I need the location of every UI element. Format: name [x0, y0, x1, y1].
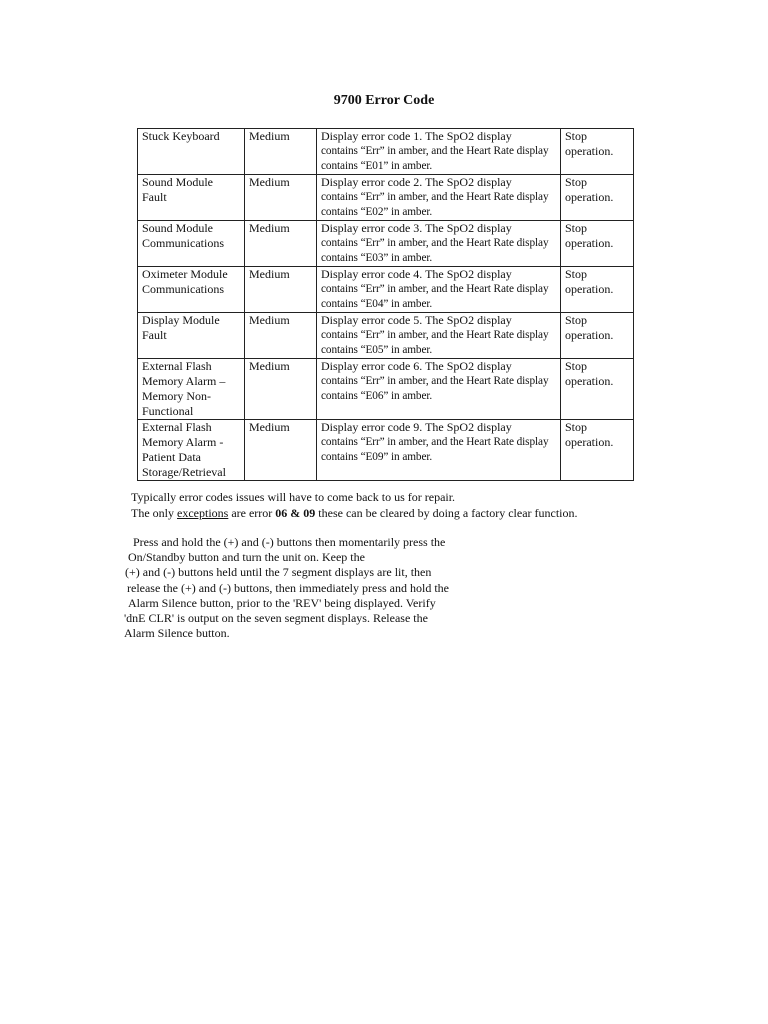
description-first-line: Display error code 4. The SpO2 display: [321, 267, 512, 281]
description-first-line: Display error code 3. The SpO2 display: [321, 221, 512, 235]
error-code-table: [137, 128, 634, 481]
instruction-line: 'dnE CLR' is output on the seven segment displays. Release the: [124, 610, 428, 625]
description-cell: [317, 267, 561, 313]
priority-cell: Medium: [245, 267, 317, 313]
description-first-line: Display error code 2. The SpO2 display: [321, 175, 512, 189]
instruction-line: Alarm Silence button.: [124, 626, 230, 641]
instruction-line: Press and hold the (+) and (-) buttons then momentarily press the: [133, 535, 446, 549]
exception-codes: 06 & 09: [275, 506, 316, 520]
repair-note: Typically error codes issues will have to come back to us for repair.: [131, 490, 456, 504]
table-row: [138, 267, 634, 313]
description-rest: contains “Err” in amber, and the Heart Rate display contains “E02” in amber.: [321, 191, 549, 218]
priority-cell: Medium: [245, 313, 317, 359]
error-name-cell: External Flash Memory Alarm – Memory Non-Functional: [138, 359, 245, 420]
action-cell: Stop operation.: [561, 129, 634, 175]
description-rest: contains “Err” in amber, and the Heart Rate display contains “E06” in amber.: [321, 375, 549, 402]
instruction-line: Alarm Silence button, prior to the 'REV' being displayed. Verify: [128, 595, 436, 610]
description-first-line: Display error code 5. The SpO2 display: [321, 313, 512, 327]
action-cell: Stop operation.: [561, 420, 634, 481]
table-row: [138, 221, 634, 267]
action-cell: Stop operation.: [561, 267, 634, 313]
exceptions-note-text: are error: [228, 506, 276, 520]
page-title: 9700 Error Code: [333, 93, 435, 108]
exceptions-note-text: The only: [131, 506, 177, 520]
action-cell: Stop operation.: [561, 221, 634, 267]
exceptions-note-text: these can be cleared by doing a factory clear function.: [315, 506, 578, 520]
error-name-cell: Stuck Keyboard: [138, 129, 245, 175]
table-row: [138, 313, 634, 359]
description-cell: [317, 175, 561, 221]
factory-clear-instructions: [0, 535, 450, 641]
description-rest: contains “Err” in amber, and the Heart Rate display contains “E03” in amber.: [321, 237, 549, 264]
error-name-cell: Oximeter Module Communications: [138, 267, 245, 313]
instruction-line: (+) and (-) buttons held until the 7 segment displays are lit, then: [125, 565, 432, 580]
description-cell: [317, 359, 561, 420]
instruction-line: On/Standby button and turn the unit on. Keep the: [128, 550, 365, 565]
description-rest: contains “Err” in amber, and the Heart Rate display contains “E09” in amber.: [321, 436, 549, 463]
priority-cell: Medium: [245, 420, 317, 481]
description-rest: contains “Err” in amber, and the Heart Rate display contains “E04” in amber.: [321, 283, 549, 310]
description-rest: contains “Err” in amber, and the Heart Rate display contains “E05” in amber.: [321, 329, 549, 356]
action-cell: Stop operation.: [561, 359, 634, 420]
error-name-cell: Display Module Fault: [138, 313, 245, 359]
error-name-cell: Sound Module Communications: [138, 221, 245, 267]
description-first-line: Display error code 6. The SpO2 display: [321, 359, 512, 373]
table-row: [138, 420, 634, 481]
action-cell: Stop operation.: [561, 313, 634, 359]
action-cell: Stop operation.: [561, 175, 634, 221]
priority-cell: Medium: [245, 221, 317, 267]
error-name-cell: Sound Module Fault: [138, 175, 245, 221]
description-first-line: Display error code 9. The SpO2 display: [321, 420, 512, 434]
instruction-line: release the (+) and (-) buttons, then immediately press and hold the: [127, 580, 450, 595]
table-row: [138, 175, 634, 221]
table-row: [138, 359, 634, 420]
table-row: [138, 129, 634, 175]
description-rest: contains “Err” in amber, and the Heart Rate display contains “E01” in amber.: [321, 145, 549, 172]
exceptions-note: [131, 506, 578, 521]
description-cell: [317, 420, 561, 481]
description-cell: [317, 313, 561, 359]
description-cell: [317, 221, 561, 267]
exceptions-word: exceptions: [177, 506, 229, 520]
description-cell: [317, 129, 561, 175]
description-first-line: Display error code 1. The SpO2 display: [321, 129, 512, 143]
priority-cell: Medium: [245, 359, 317, 420]
priority-cell: Medium: [245, 175, 317, 221]
priority-cell: Medium: [245, 129, 317, 175]
error-name-cell: External Flash Memory Alarm - Patient Data Storage/Retrieval: [138, 420, 245, 481]
